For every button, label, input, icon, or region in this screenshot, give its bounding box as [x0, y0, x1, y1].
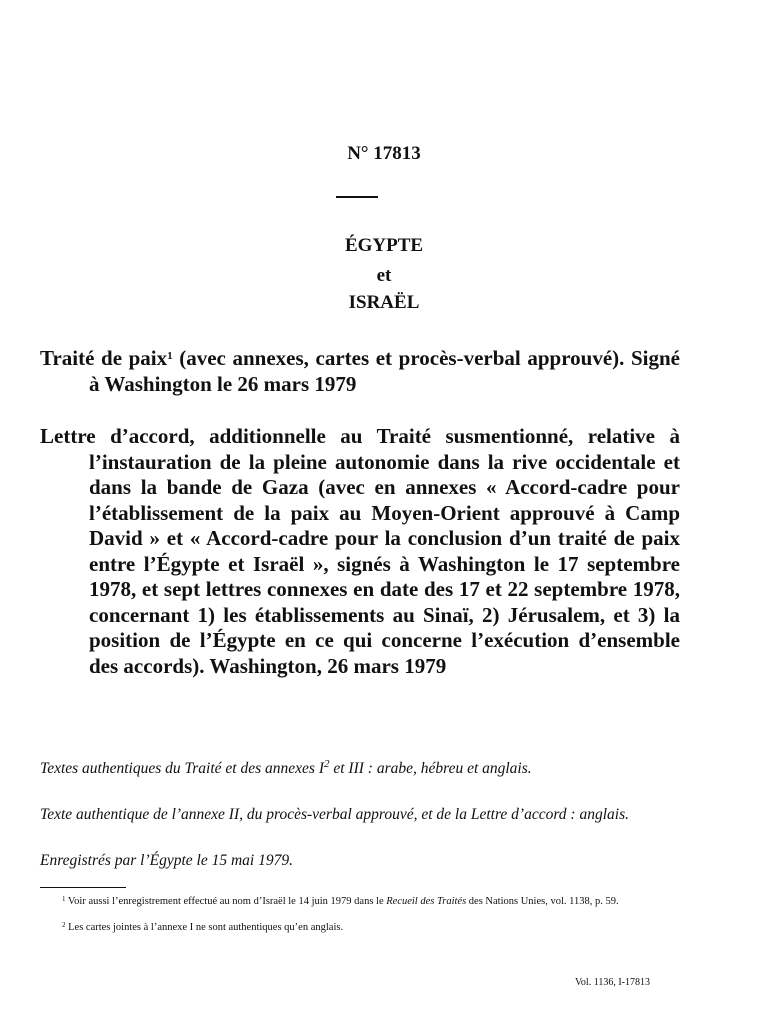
authentic-texts-rest: et III : arabe, hébreu et anglais.	[329, 760, 532, 777]
volume-reference: Vol. 1136, I-17813	[575, 977, 650, 988]
footnote-ref-2: 2	[323, 758, 330, 770]
instrument-title-letter: Lettre d’accord, additionnelle au Traité susmentionné, relative à l’instauration de la pleine autonomie dans la rive occidentale et dans la bande de Gaza (avec en annexes « Accord-cadre pour l’établissement de la paix au Moyen-Orient approuvé à Camp David » et « Accord-cadre pour la conclusion d’un traité de paix entre l’Égypte et Israël », signés à Washington le 17 septembre 1978, et sept lettres connexes en date des 17 et 22 septembre 1978, concernant 1) les établissements au Sinaï, 2) Jérusalem, et 3) la position de l’Égypte en ce qui concerne l’exécution d’ensemble des accords). Washington, 26 mars 1979	[40, 424, 680, 678]
instrument-title-treaty	[40, 346, 680, 397]
footnote-ref-1: 1	[167, 350, 173, 362]
footnote-2-text: Les cartes jointes à l’annexe I ne sont authentiques qu’en anglais.	[65, 922, 344, 933]
heading-rule	[336, 196, 378, 198]
authentic-annex-note: Texte authentique de l’annexe II, du procès-verbal approuvé, et de la Lettre d’accord : anglais.	[40, 806, 629, 823]
registration-note: Enregistrés par l’Égypte le 15 mai 1979.	[40, 852, 293, 869]
footnote-1-text-a: Voir aussi l’enregistrement effectué au nom d’Israël le 14 juin 1979 dans le	[65, 896, 387, 907]
footnote-1	[40, 895, 682, 908]
registration-number: N° 17813	[347, 143, 421, 164]
party-israel: ISRAËL	[348, 292, 420, 313]
footnote-rule	[40, 887, 126, 888]
authentic-texts-start: Textes authentiques du Traité et des annexes I	[40, 760, 324, 777]
footnote-2-mark: 2	[62, 921, 66, 929]
footnote-1-italic: Recueil des Traités	[386, 896, 467, 907]
footnote-2	[40, 921, 682, 934]
treaty-title-rest: (avec annexes, cartes et procès-verbal approuvé). Signé à Washington le 26 mars 1979	[89, 346, 680, 396]
footnote-1-mark: 1	[62, 895, 66, 903]
footnote-1-text-b: des Nations Unies, vol. 1138, p. 59.	[466, 896, 619, 907]
authentic-texts-note	[40, 759, 680, 779]
party-egypt: ÉGYPTE	[344, 235, 424, 256]
treaty-title-start: Traité de paix	[40, 346, 168, 370]
party-conjunction: et	[376, 265, 392, 286]
